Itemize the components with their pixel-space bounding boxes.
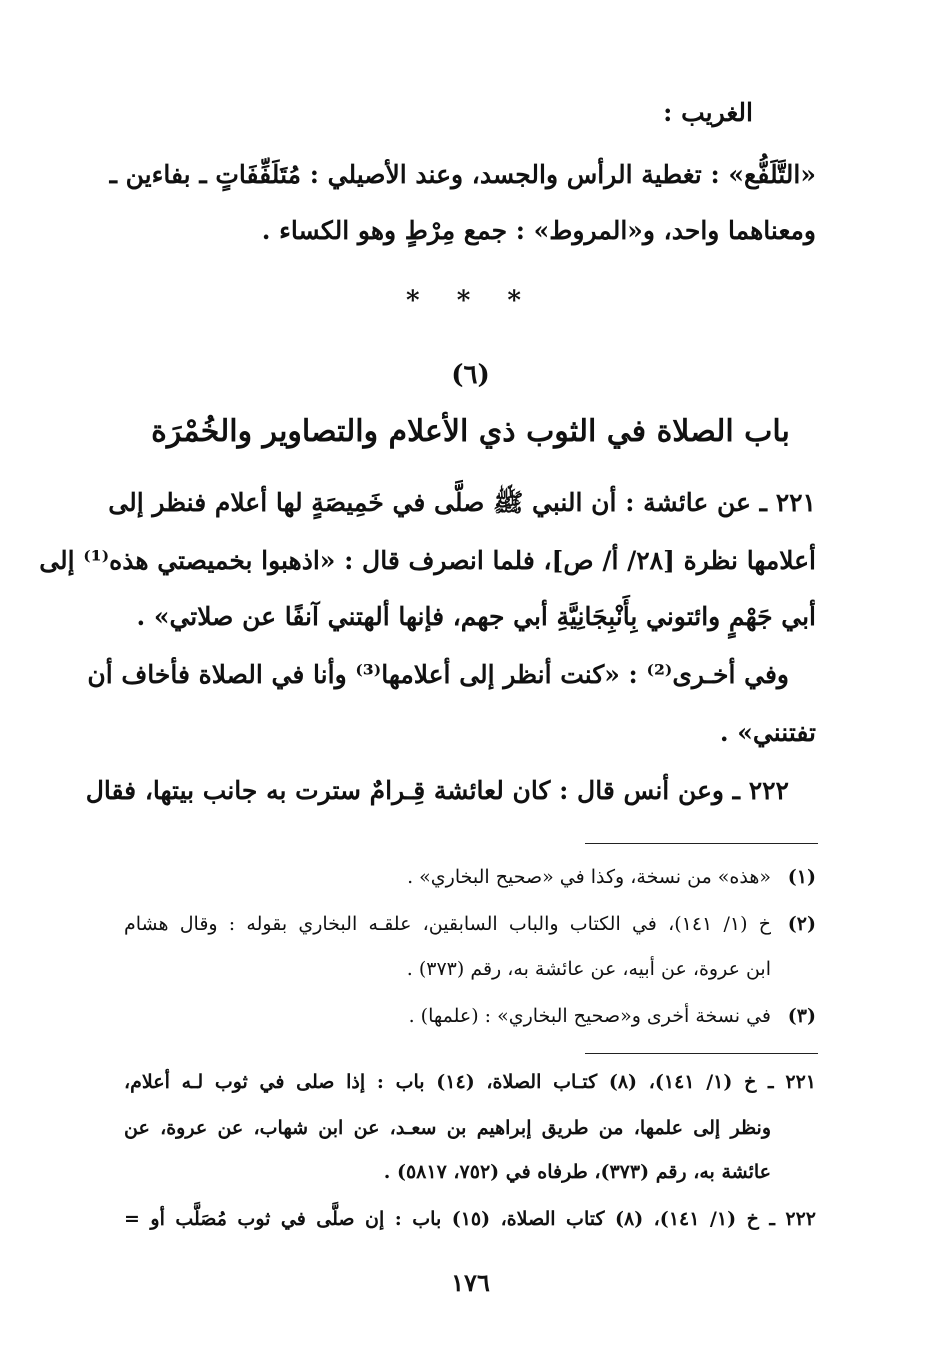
- footnote-text: ابن عروة، عن أبيه، عن عائشة به، رقم (٣٧٣) .: [406, 958, 771, 980]
- main-text-line: وفي أخـرى⁽²⁾ : «كنت أنظر إلى أعلامها⁽³⁾ وأنا في الصلاة فأخاف أن: [87, 660, 789, 689]
- footnote-text: «هذه» من نسخة، وكذا في «صحيح البخاري» .: [407, 866, 771, 888]
- main-text-line: تفتنني» .: [719, 718, 816, 747]
- footnote-number: (١): [787, 866, 816, 888]
- source-line: ٢٢١ ـ خ (١/ ١٤١)، (٨) كتـاب الصلاة، (١٤) باب : إذا صلى في ثوب لـه أعلام،: [124, 1071, 816, 1093]
- footnote-number: (٣): [787, 1005, 816, 1027]
- page-number: ١٧٦: [451, 1268, 490, 1297]
- main-text-line: أعلامها نظرة [٢٨/ أ/ ص]، فلما انصرف قال : «اذهبوا بخميصتي هذه⁽¹⁾ إلى: [39, 546, 816, 575]
- source-line: ونظر إلى علمها، من طريق إبراهيم بن سعـد، عن ابن شهاب، عن عروة، عن: [124, 1117, 771, 1139]
- source-line: ٢٢٢ ـ خ (١/ ١٤١)، (٨) كتاب الصلاة، (١٥) باب : إن صلَّى في ثوب مُصَلَّب أو =: [124, 1208, 816, 1230]
- chapter-number: (٦): [451, 360, 490, 390]
- section-separator: * * *: [406, 286, 535, 316]
- source-line: عائشة به، رقم (٣٧٣)، طرفاه في (٧٥٢، ٥٨١٧) .: [383, 1161, 771, 1183]
- chapter-title: باب الصلاة في الثوب ذي الأعلام والتصاوير والخُمْرَة: [151, 414, 790, 449]
- sources-separator: [585, 1053, 818, 1054]
- gharib-heading: الغريب :: [663, 98, 753, 127]
- footnote-text: في نسخة أخرى و«صحيح البخاري» : (علمها) .: [408, 1005, 771, 1027]
- footnote-text: خ (١/ ١٤١)، في الكتاب والباب السابقين، علقـه البخاري بقوله : وقال هشام: [124, 913, 772, 935]
- gharib-line-1: «التَّلَفُّع» : تغطية الرأس والجسد، وعند الأصيلي : مُتَلَفِّفَاتٍ ـ بفاءين ـ: [109, 160, 816, 189]
- main-text-line: ٢٢٢ ـ وعن أنس قال : كان لعائشة قِـرامٌ سترت به جانب بيتها، فقال: [85, 776, 789, 805]
- main-text-line: أبي جَهْمٍ وائتوني بِأَنْبِجَانِيَّةِ أبي جهم، فإنها ألهتني آنفًا عن صلاتي» .: [136, 602, 816, 631]
- main-text-line: ٢٢١ ـ عن عائشة : أن النبي ﷺ صلَّى في خَمِيصَةٍ لها أعلام فنظر إلى: [108, 488, 816, 517]
- footnote-separator: [585, 843, 818, 844]
- gharib-line-2: ومعناهما واحد، و«المروط» : جمع مِرْطٍ وهو الكساء .: [261, 216, 816, 245]
- footnote-number: (٢): [787, 913, 816, 935]
